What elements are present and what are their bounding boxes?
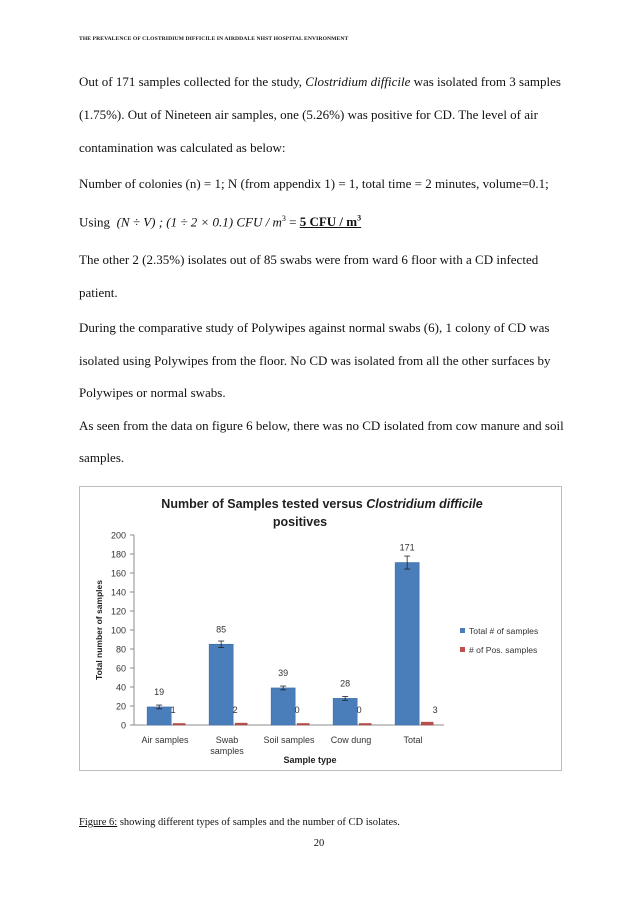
bar-positive-samples — [173, 724, 185, 726]
y-tick-label: 160 — [110, 568, 126, 579]
data-label-total: 19 — [154, 686, 165, 697]
legend-swatch — [460, 647, 465, 652]
page-number: 20 — [313, 838, 325, 849]
paragraph-line-6: The other 2 (2.35%) isolates out of 85 swabs were from ward 6 floor with a CD infected — [79, 252, 539, 267]
paragraph-line-12: samples. — [79, 450, 125, 465]
y-tick-label: 60 — [115, 663, 126, 674]
bar-total-samples — [333, 698, 357, 725]
data-label-positive: 3 — [432, 705, 438, 715]
y-axis-title: Total number of samples — [94, 580, 104, 680]
chart-svg — [80, 487, 563, 772]
paragraph-line-8: During the comparative study of Polywipes against normal swabs (6), 1 colony of CD was — [79, 320, 550, 335]
data-label-positive: 0 — [294, 705, 300, 715]
x-tick-label: Swab — [215, 735, 239, 745]
y-tick-label: 40 — [115, 682, 126, 693]
x-tick-label: samples — [210, 746, 244, 756]
paragraph-line-2: (1.75%). Out of Nineteen air samples, one (5.26%) was positive for CD. The level of air — [79, 107, 538, 122]
legend-label: Total # of samples — [469, 626, 539, 636]
legend-label: # of Pos. samples — [469, 645, 538, 655]
data-label-total: 28 — [340, 678, 351, 689]
data-label-positive: 1 — [170, 705, 176, 715]
y-tick-label: 200 — [110, 530, 126, 541]
figure-6-chart — [79, 486, 562, 771]
paragraph-line-7: patient. — [79, 285, 118, 300]
bar-positive-samples — [297, 724, 309, 726]
x-tick-label: Total — [403, 735, 423, 745]
bar-positive-samples — [235, 723, 247, 725]
bar-total-samples — [209, 644, 233, 725]
caption-label: Figure 6: — [79, 817, 118, 828]
bar-positive-samples — [359, 724, 371, 726]
data-label-total: 85 — [216, 624, 227, 635]
paragraph-line-4: Number of colonies (n) = 1; N (from appendix 1) = 1, total time = 2 minutes, volume=0.1; — [79, 176, 549, 191]
bar-total-samples — [271, 688, 295, 725]
data-label-total: 171 — [399, 542, 415, 553]
data-label-positive: 0 — [356, 705, 362, 715]
y-tick-label: 180 — [110, 549, 126, 560]
chart-title: Number of Samples tested versus Clostridium difficile — [161, 497, 483, 511]
y-tick-label: 120 — [110, 606, 126, 617]
y-tick-label: 100 — [110, 625, 126, 636]
x-tick-label: Air samples — [141, 735, 189, 745]
running-header: THE PREVALENCE OF CLOSTRIDIUM DIFFICILE IN AIRDDALE NHST HOSPITAL ENVIRONMENT — [79, 36, 349, 42]
paragraph-line-1: Out of 171 samples collected for the study, Clostridium difficile was isolated from 3 samples — [79, 74, 561, 89]
data-label-positive: 2 — [232, 705, 238, 715]
bar-total-samples — [147, 707, 171, 725]
y-tick-label: 0 — [120, 720, 126, 731]
chart-title-line2: positives — [272, 515, 328, 529]
legend-swatch — [460, 628, 465, 633]
paragraph-line-9: isolated using Polywipes from the floor. No CD was isolated from all the other surfaces by — [79, 353, 551, 368]
equation-line: Using (N ÷ V) ; (1 ÷ 2 × 0.1) CFU / $m^3 = 5$ CFU / $m^3$ — [79, 214, 362, 230]
y-tick-label: 80 — [115, 644, 126, 655]
x-axis-title: Sample type — [283, 755, 337, 765]
paragraph-line-10: Polywipes or normal swabs. — [79, 385, 226, 400]
bar-total-samples — [395, 563, 419, 725]
paragraph-line-11: As seen from the data on figure 6 below, there was no CD isolated from cow manure and soil — [79, 418, 564, 433]
y-tick-label: 20 — [115, 701, 126, 712]
x-tick-label: Cow dung — [330, 735, 372, 745]
x-tick-label: Soil samples — [263, 735, 315, 745]
bar-positive-samples — [421, 722, 433, 725]
paragraph-line-3: contamination was calculated as below: — [79, 140, 286, 155]
data-label-total: 39 — [278, 667, 289, 678]
caption-text: showing different types of samples and the number of CD isolates. — [117, 817, 400, 828]
figure-caption — [79, 817, 400, 828]
y-tick-label: 140 — [110, 587, 126, 598]
